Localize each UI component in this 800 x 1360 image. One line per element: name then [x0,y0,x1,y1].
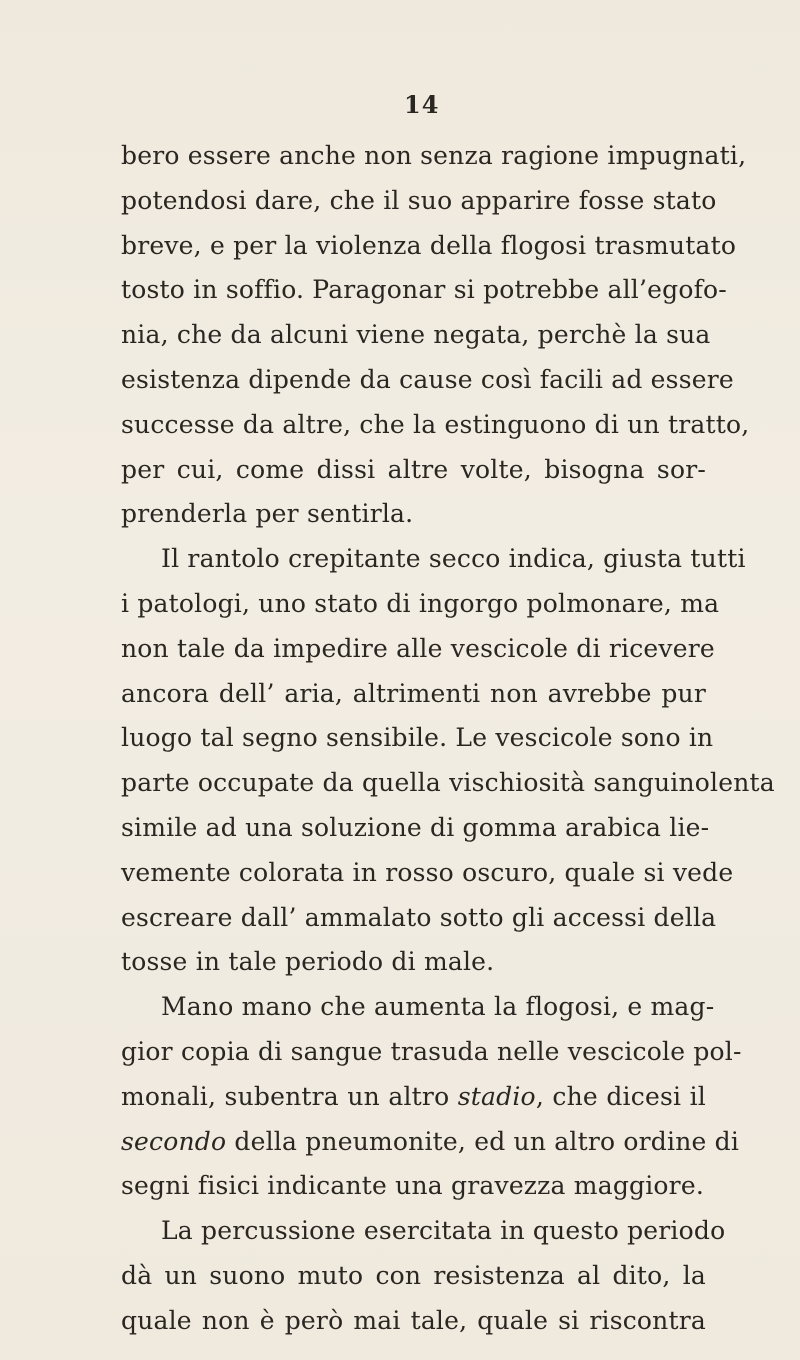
text-line [121,179,717,224]
text-segment: dà un suono muto con resistenza al dito, la [121,1260,706,1290]
text-line [121,582,720,627]
text-line [121,537,746,582]
text-segment: Mano mano che aumenta la flogosi, e mag- [161,992,715,1022]
text-line [121,492,706,537]
text-segment: prenderla per sentirla. [121,499,414,529]
text-segment: gior copia di sangue trasuda nelle vescicole pol- [121,1036,742,1066]
text-segment: monali, subentra un altro [121,1081,458,1111]
text-segment: tosto in soffio. Paragonar si potrebbe all’egofo- [121,275,727,305]
text-segment: parte occupate da quella vischiosità sanguinolenta [121,768,775,798]
text-segment: nia, che da alcuni viene negata, perchè la sua [121,320,711,350]
text-line [121,1299,706,1344]
text-segment: non tale da impedire alle vescicole di ricevere [121,633,715,663]
text-line [121,1030,742,1075]
body-text [121,134,775,1344]
text-segment: breve, e per la violenza della flogosi trasmutato [121,230,737,260]
text-segment: potendosi dare, che il suo apparire fosse stato [121,185,717,215]
text-line [121,358,734,403]
text-line [121,940,706,985]
text-line [121,448,706,493]
text-segment: La percussione esercitata in questo periodo [161,1216,726,1246]
text-segment: della pneumonite, ed un altro ordine di [226,1126,740,1156]
text-line [121,896,717,941]
text-segment: esistenza dipende da cause così facili ad essere [121,364,734,394]
text-segment: segni fisici indicante una gravezza maggiore. [121,1171,704,1201]
text-segment: bero essere anche non senza ragione impugnati, [121,141,747,170]
text-line [121,1209,726,1254]
text-segment: per cui, come dissi altre volte, bisogna sor- [121,454,706,484]
text-segment: simile ad una soluzione di gomma arabica lie- [121,812,710,842]
text-segment: luogo tal segno sensibile. Le vescicole sono in [121,723,714,753]
text-segment: escreare dall’ ammalato sotto gli accessi della [121,902,717,932]
text-line [121,1120,740,1165]
text-line [121,627,715,672]
text-segment: successe da altre, che la estinguono di un tratto, [121,409,750,439]
text-segment: secondo [121,1126,227,1156]
text-segment: tosse in tale periodo di male. [121,947,495,977]
text-line [121,268,727,313]
text-segment: Il rantolo crepitante secco indica, giusta tutti [161,544,746,574]
text-line [121,985,715,1030]
text-line [121,672,706,717]
text-line [121,1254,706,1299]
page-number: 14 [404,90,440,119]
text-line [121,761,775,806]
text-segment: vemente colorata in rosso oscuro, quale si vede [121,857,734,887]
text-line [121,224,737,269]
text-segment: quale non è però mai tale, quale si riscontra [121,1305,706,1335]
text-line [121,134,747,179]
text-line [121,1075,706,1120]
text-segment: stadio [457,1081,536,1111]
text-line [121,1164,706,1209]
text-line [121,806,710,851]
text-segment: i patologi, uno stato di ingorgo polmonare, ma [121,588,720,618]
text-segment: , che dicesi il [535,1081,707,1111]
text-line [121,403,750,448]
text-line [121,313,711,358]
text-line [121,851,734,896]
text-line [121,716,714,761]
text-segment: ancora dell’ aria, altrimenti non avrebbe pur [121,678,706,708]
